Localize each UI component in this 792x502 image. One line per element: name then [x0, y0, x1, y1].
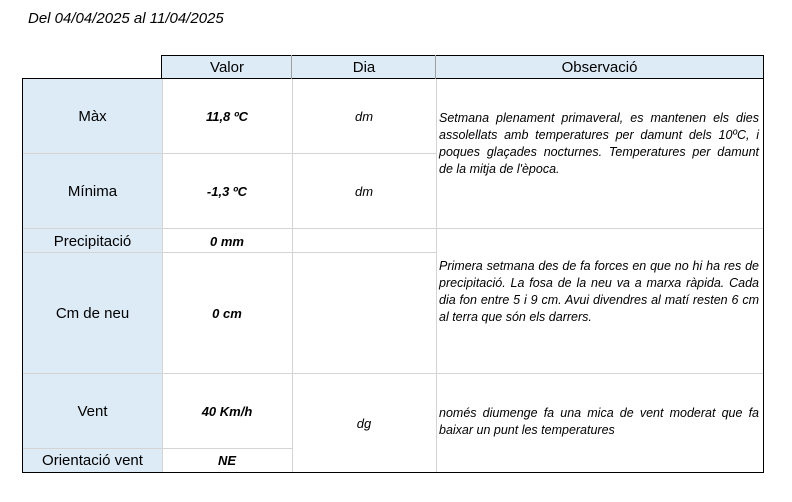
value-vent: 40 Km/h — [201, 404, 253, 419]
table-border — [161, 55, 764, 56]
row-label-orientacio: Orientació vent — [23, 449, 162, 472]
grid-line — [162, 78, 163, 472]
table-border — [22, 78, 23, 473]
value-neu: 0 cm — [212, 306, 242, 321]
grid-line — [23, 153, 436, 154]
row-label-minima: Mínima — [23, 154, 162, 229]
table-border — [22, 78, 764, 79]
observation-temperature: Setmana plenament primaveral, es mantenen els dies assolellats amb temperatures per damunt dels 10ºC, i poques glaçades nocturnes. Temperatures per damunt de la mitja de l'època. — [439, 111, 759, 176]
value-precipitacio: 0 mm — [210, 233, 244, 249]
observation-snow: Primera setmana des de fa forces en que no hi ha res de precipitació. La fosa de la neu va a marxa ràpida. Cada dia fon entre 5 i 9 cm. Avui divendres al matí resten 6 cm al terra que són els darrers. — [439, 259, 759, 324]
grid-line — [292, 78, 293, 472]
table-border — [161, 55, 162, 79]
day-minima: dm — [354, 184, 374, 199]
row-label-vent: Vent — [23, 374, 162, 449]
day-neu — [292, 253, 436, 374]
row-label-neu: Cm de neu — [23, 253, 162, 374]
day-precipitacio — [292, 229, 436, 253]
value-minima: -1,3 ºC — [206, 184, 248, 199]
grid-line — [23, 448, 292, 449]
header-valor: Valor — [162, 56, 292, 78]
table-border — [435, 55, 436, 79]
table-border — [291, 55, 292, 79]
table-border — [22, 472, 764, 473]
value-max: 11,8 ºC — [205, 109, 249, 124]
observation-wind: només diumenge fa una mica de vent moderat que fa baixar un punt les temperatures — [439, 406, 759, 437]
header-dia: Dia — [292, 56, 436, 78]
table-border — [763, 55, 764, 473]
grid-line — [23, 228, 763, 229]
grid-line — [23, 252, 436, 253]
day-vent: dg — [356, 415, 372, 431]
grid-line — [23, 373, 763, 374]
day-max: dm — [354, 109, 374, 124]
row-label-max: Màx — [23, 79, 162, 154]
row-label-precipitacio: Precipitació — [23, 229, 162, 253]
header-observacio: Observació — [436, 56, 763, 78]
grid-line — [436, 78, 437, 472]
period-title: Del 04/04/2025 al 11/04/2025 — [28, 10, 224, 27]
value-orientacio: NE — [217, 453, 237, 468]
